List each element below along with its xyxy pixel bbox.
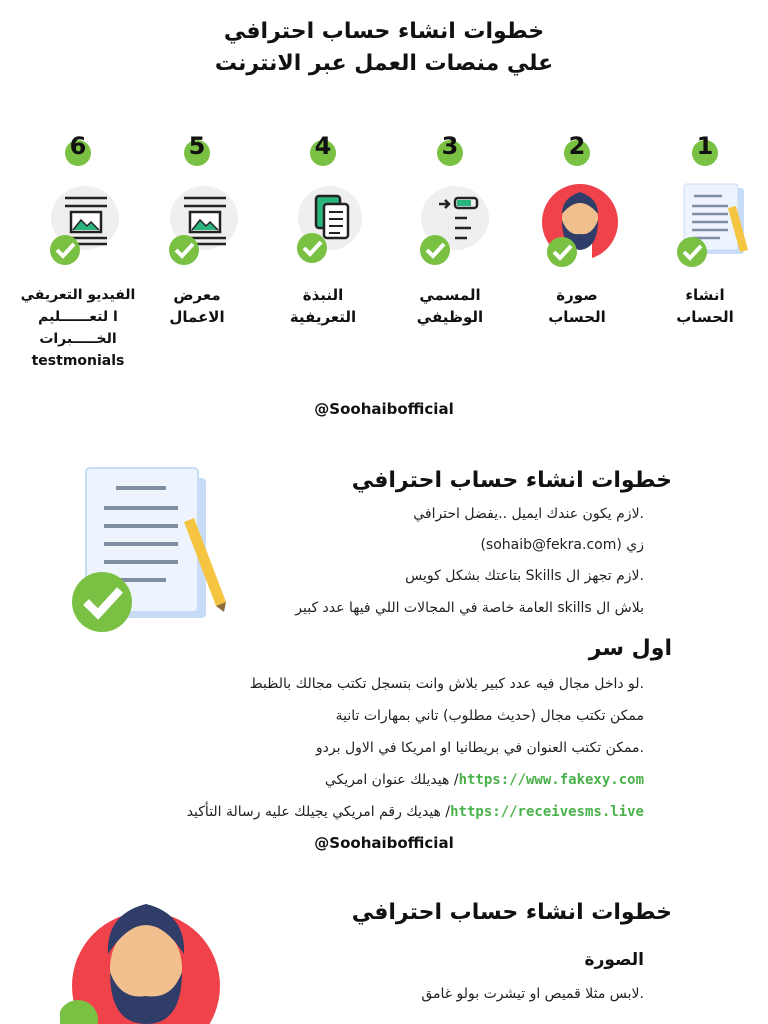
step-label-line1: معرض xyxy=(173,286,221,304)
section1-line: .لازم يكون عندك ايميل ..يفضل احترافي xyxy=(413,506,644,522)
section3-line: .لابس مثلا قميص او تيشرت بولو غامق xyxy=(421,986,644,1002)
step-number-badge: 5 xyxy=(184,140,210,166)
step-number-badge: 3 xyxy=(437,140,463,166)
document-icon xyxy=(660,178,750,268)
step-number-badge: 2 xyxy=(564,140,590,166)
step-4 xyxy=(268,132,378,328)
section1-title: خطوات انشاء حساب احترافي xyxy=(351,468,672,493)
step-label-line4: testmonials xyxy=(31,353,125,369)
section2-link-row: https://www.fakexy.com/ هيديلك عنوان امريكي xyxy=(324,772,644,788)
step-number-badge: 6 xyxy=(65,140,91,166)
step-1 xyxy=(650,132,760,328)
document-illustration xyxy=(66,462,236,634)
author-handle: @Soohaibofficial xyxy=(314,834,454,852)
section2-title: اول سر xyxy=(588,636,672,661)
step-number-badge: 4 xyxy=(310,140,336,166)
fakexy-link[interactable]: https://www.fakexy.com xyxy=(458,772,644,788)
step-number-badge: 1 xyxy=(692,140,718,166)
step-5 xyxy=(142,132,252,328)
step-label-line2: الاعمال xyxy=(169,308,225,326)
step-label-line1: انشاء xyxy=(685,286,725,304)
video-icon xyxy=(33,178,123,268)
section2-line: .لو داخل مجال فيه عدد كبير بلاش وانت بتسجل تكتب مجالك بالظبط xyxy=(249,676,644,692)
step-label-line1: المسمي xyxy=(419,286,481,304)
section2-line: ممكن تكتب مجال (حديث مطلوب) تاني بمهارات تانية xyxy=(335,708,644,724)
section1-line: زي (sohaib@fekra.com) xyxy=(480,537,644,553)
section2-line: .ممكن تكتب العنوان في بريطانيا او امريكا في الاول بردو xyxy=(315,740,644,756)
section3-title: خطوات انشاء حساب احترافي xyxy=(351,900,672,925)
step-6 xyxy=(18,132,138,372)
step-label-line2: الحساب xyxy=(676,308,734,326)
receivesms-link[interactable]: https://receivesms.live xyxy=(450,804,644,820)
link-description: هيديلك عنوان امريكي xyxy=(324,772,450,788)
author-handle: @Soohaibofficial xyxy=(314,400,454,418)
step-label-line2: الوظيفي xyxy=(416,308,484,326)
step-label-line1: الفيديو التعريفي xyxy=(20,287,136,303)
section3-subtitle: الصورة xyxy=(584,950,644,970)
step-label-line2: التعريفية xyxy=(289,308,357,326)
step-label-line3: الخـــــبرات xyxy=(39,331,117,347)
step-label-line2: ا لتعــــــليم xyxy=(38,309,118,325)
avatar-illustration xyxy=(60,896,230,1024)
section1-line: .لازم تجهز ال Skills بتاعتك بشكل كويس xyxy=(405,568,644,584)
bio-icon xyxy=(278,178,368,268)
step-2 xyxy=(522,132,632,328)
page-title-line1: خطوات انشاء حساب احترافي xyxy=(223,19,545,44)
step-label-line1: صورة xyxy=(556,286,598,304)
job-title-icon xyxy=(405,178,495,268)
avatar-icon xyxy=(532,178,622,268)
section2-link-row: https://receivesms.live/ هيديك رقم امريكي يجيلك عليه رسالة التأكيد xyxy=(186,804,644,820)
step-3 xyxy=(395,132,505,328)
portfolio-icon xyxy=(152,178,242,268)
step-label-line1: النبذة xyxy=(302,286,344,304)
page-title-line2: علي منصات العمل عبر الانترنت xyxy=(214,51,554,76)
link-description: هيديك رقم امريكي يجيلك عليه رسالة التأكيد xyxy=(186,804,441,820)
step-label-line2: الحساب xyxy=(548,308,606,326)
section1-line: بلاش ال skills العامة خاصة في المجالات اللي فيها عدد كبير xyxy=(295,600,644,616)
